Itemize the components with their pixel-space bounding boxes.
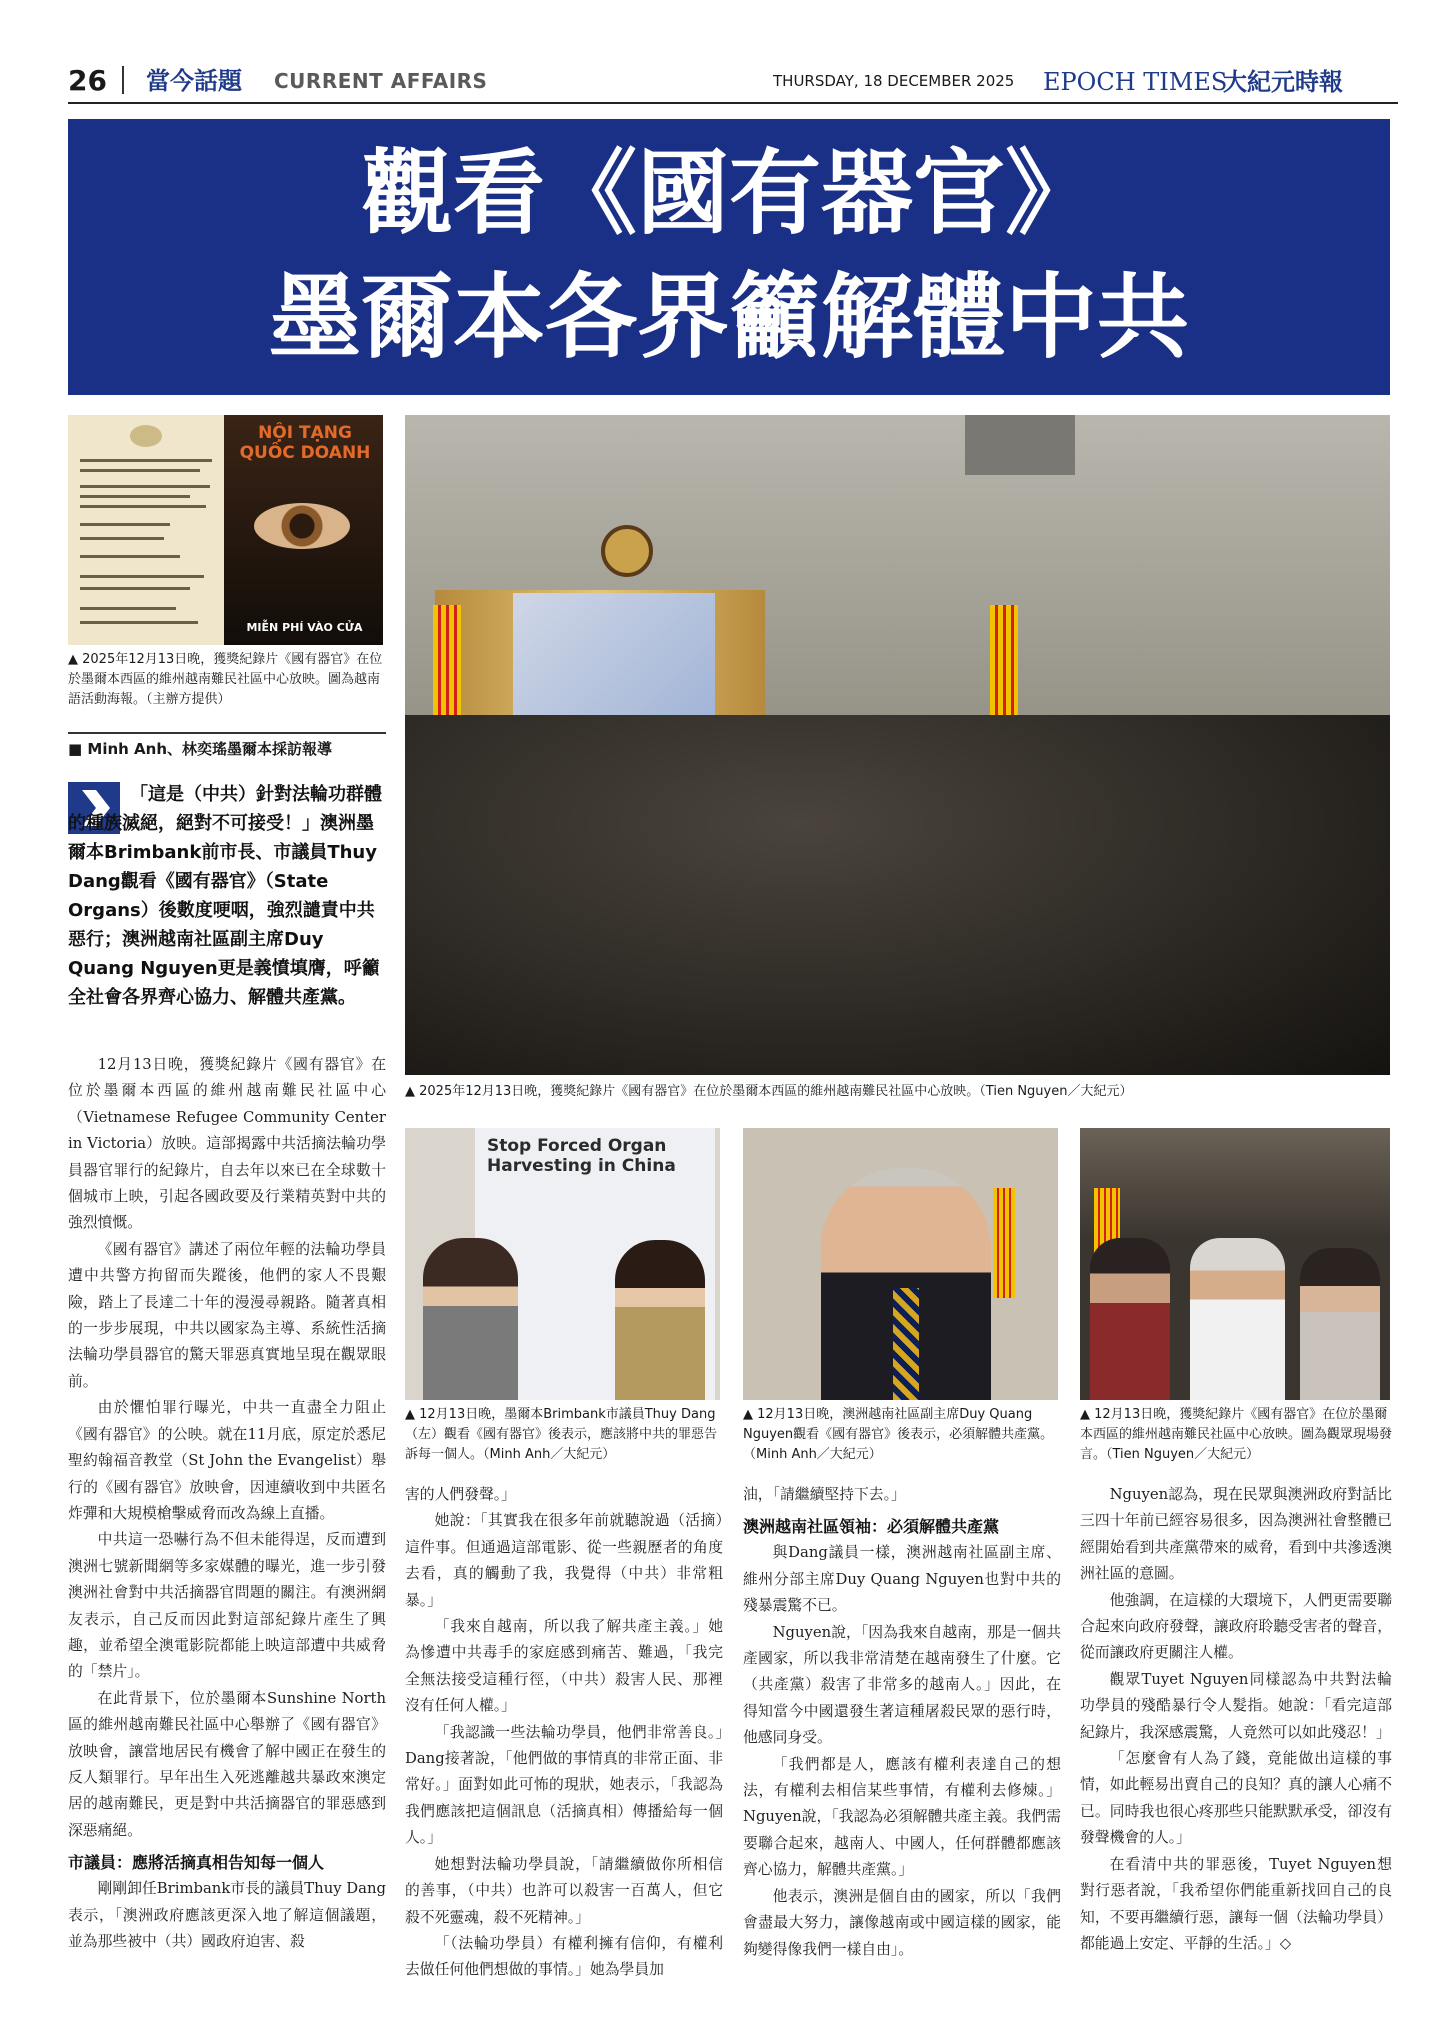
body-paragraph: 「怎麼會有人為了錢，竟能做出這樣的事情，如此輕易出賣自己的良知？真的讓人心痛不已。同時我也很心疼那些只能默默承受，卻沒有發聲機會的人。」 xyxy=(1080,1750,1392,1847)
article-column-1 xyxy=(68,1052,386,1955)
air-conditioner xyxy=(965,415,1075,475)
hall-background xyxy=(1080,1128,1390,1238)
photo4-caption: ▲ 12月13日晚，獲獎紀錄片《國有器官》在位於墨爾本西區的維州越南難民社區中心放映。圖為觀眾現場發言。（Tien Nguyen／大紀元） xyxy=(1080,1407,1393,1462)
body-paragraph: 「我認識一些法輪功學員，他們非常善良。」Dang接著說，「他們做的事情真的非常正面、非常好。」面對如此可怖的現狀，她表示，「我認為我們應該把這個訊息（活摘真相）傳播給每一個人。」 xyxy=(405,1723,723,1847)
thuy-dang-photo xyxy=(405,1128,720,1400)
body-paragraph: 與Dang議員一樣，澳洲越南社區副主席、維州分部主席Duy Quang Nguyen也對中共的殘暴震驚不已。 xyxy=(743,1544,1061,1615)
body-paragraph: 《國有器官》講述了兩位年輕的法輪功學員遭中共警方拘留而失蹤後，他們的家人不畏艱險，踏上了長達二十年的漫漫尋親路。隨著真相的一步步展現，中共以國家為主導、系統性活摘法輪功學員器官的驚天罪惡真實地呈現在觀眾眼前。 xyxy=(68,1240,386,1390)
lead-paragraph xyxy=(68,780,386,1012)
issue-date: THURSDAY, 18 DECEMBER 2025 xyxy=(773,72,1015,90)
body-paragraph: 他表示，澳洲是個自由的國家，所以「我們會盡最大努力，讓像越南或中國這樣的國家，能夠變得像我們一樣自由」。 xyxy=(743,1887,1061,1958)
event-poster-image xyxy=(68,415,383,645)
header-divider xyxy=(122,66,124,94)
person-left xyxy=(423,1238,518,1400)
page-number: 26 xyxy=(68,64,107,97)
speaker xyxy=(1190,1238,1285,1400)
flag xyxy=(993,1188,1015,1298)
byline: ■ Minh Anh、林奕瑤墨爾本採訪報導 xyxy=(68,732,386,760)
striped-tie xyxy=(893,1288,919,1400)
banner-text: Stop Forced Organ Harvesting in China xyxy=(487,1136,676,1176)
wall-clock xyxy=(601,525,653,577)
masthead-cn: 大紀元時報 xyxy=(1223,67,1343,96)
body-paragraph: 在此背景下，位於墨爾本Sunshine North區的維州越南難民社區中心舉辦了《國有器官》放映會，讓當地居民有機會了解中國正在發生的反人類罪行。早年出生入死逃離越共暴政來澳定居的越南難民，更是對中共活摘器官的罪惡感到深惡痛絕。 xyxy=(68,1689,386,1839)
audience-speaking-photo xyxy=(1080,1128,1390,1400)
body-paragraph: 「（法輪功學員）有權利擁有信仰，有權利去做任何他們想做的事情。」她為學員加 xyxy=(405,1934,723,1979)
body-paragraph: 害的人們發聲。」 xyxy=(405,1486,516,1503)
lead-text: 「這是（中共）針對法輪功群體的種族滅絕，絕對不可接受！」澳洲墨爾本Brimbank前市長、市議員Thuy Dang觀看《國有器官》（State Organs）後數度哽咽，強烈譴責中共惡行；澳洲越南社區副主席Duy Quang Nguyen更是義憤填膺，呼籲全社會各界齊心協力、解體共產黨。 xyxy=(68,784,382,1008)
headline-banner xyxy=(68,119,1390,395)
body-paragraph: 她說：「其實我在很多年前就聽說過（活摘）這件事。但通過這部電影、從一些親歷者的角度去看，真的觸動了我，我覺得（中共）非常粗暴。」 xyxy=(405,1512,723,1609)
main-photo-caption: ▲ 2025年12月13日晚，獲獎紀錄片《國有器官》在位於墨爾本西區的維州越南難民社區中心放映。（Tien Nguyen／大紀元） xyxy=(405,1084,1133,1099)
body-paragraph: 她想對法輪功學員說，「請繼續做你所相信的善事，（中共）也許可以殺害一百萬人，但它殺不死靈魂，殺不死精神。」 xyxy=(405,1855,723,1926)
duy-quang-nguyen-photo xyxy=(743,1128,1058,1400)
article-column-3 xyxy=(743,1482,1061,1963)
poster-caption: ▲ 2025年12月13日晚，獲獎紀錄片《國有器官》在位於墨爾本西區的維州越南難民社區中心放映。圖為越南語活動海報。（主辦方提供） xyxy=(68,652,383,707)
headline-line-2: 墨爾本各界籲解體中共 xyxy=(268,263,1189,371)
body-paragraph: Nguyen說，「因為我來自越南，那是一個共產國家，所以我非常清楚在越南發生了什麼。它（共產黨）殺害了非常多的越南人。」因此，在得知當今中國還發生著這種屠殺民眾的惡行時，他感同身受。 xyxy=(743,1623,1061,1747)
body-paragraph: 中共這一恐嚇行為不但未能得逞，反而遭到澳洲七號新聞網等多家媒體的曝光，進一步引發澳洲社會對中共活摘器官問題的關注。有澳洲網友表示，自己反而因此對這部紀錄片產生了興趣，並希望全澳電影院都能上映這部遭中共威脅的「禁片」。 xyxy=(68,1531,386,1681)
poster-info-panel xyxy=(68,415,224,645)
screening-hall-photo xyxy=(405,415,1390,1075)
page-header xyxy=(68,62,1398,104)
award-seal xyxy=(130,425,162,447)
article-column-4 xyxy=(1080,1482,1392,1957)
poster-title: NỘI TẠNG QUỐC DOANH xyxy=(239,423,371,463)
body-paragraph: 由於懼怕罪行曝光，中共一直盡全力阻止《國有器官》的公映。就在11月底，原定於悉尼聖約翰福音教堂（St John the Evangelist）舉行的《國有器官》放映會，因連續收到中共匿名炸彈和大規模槍擊威脅而改為線上直播。 xyxy=(68,1399,386,1522)
body-paragraph: 在看清中共的罪惡後，Tuyet Nguyen想對行惡者說，「我希望你們能重新找回自己的良知，不要再繼續行惡，讓每一個（法輪功學員）都能過上安定、平靜的生活。」◇ xyxy=(1080,1855,1392,1952)
seated-woman xyxy=(1300,1248,1380,1400)
body-paragraph: 剛剛卸任Brimbank市長的議員Thuy Dang表示，「澳洲政府應該更深入地了解這個議題，並為那些被中（共）國政府迫害、殺 xyxy=(68,1880,386,1950)
article-column-2 xyxy=(405,1482,723,1984)
body-paragraph: 12月13日晚，獲獎紀錄片《國有器官》在位於墨爾本西區的維州越南難民社區中心（Vietnamese Refugee Community Center in Victoria）放映。這部揭露中共活摘法輪功學員器官罪行的紀錄片，自去年以來已在全球數十個城市上映，引起各國政要及行業精英對中共的強烈憤慨。 xyxy=(68,1056,386,1232)
photo2-caption: ▲ 12月13日晚，墨爾本Brimbank市議員Thuy Dang（左）觀看《國有器官》後表示，應該將中共的罪惡告訴每一個人。（Minh Anh／大紀元） xyxy=(405,1407,718,1462)
poster-free-entry: MIỄN PHÍ VÀO CỬA xyxy=(246,621,363,634)
audience xyxy=(405,715,1390,1075)
person-right xyxy=(615,1240,705,1400)
body-paragraph: 觀眾Tuyet Nguyen同樣認為中共對法輪功學員的殘酷暴行令人髮指。她說：「看完這部紀錄片，我深感震驚，人竟然可以如此殘忍！」 xyxy=(1080,1670,1392,1741)
photo3-caption: ▲ 12月13日晚，澳洲越南社區副主席Duy Quang Nguyen觀看《國有器官》後表示，必須解體共產黨。（Minh Anh／大紀元） xyxy=(743,1407,1054,1462)
body-paragraph: Nguyen認為，現在民眾與澳洲政府對話比三四十年前已經容易很多，因為澳洲社會整體已經開始看到共產黨帶來的威脅，看到中共滲透澳洲社區的意圖。 xyxy=(1080,1486,1392,1583)
body-paragraph: 他強調，在這樣的大環境下，人們更需要聯合起來向政府發聲，讓政府聆聽受害者的聲音，從而讓政府更關注人權。 xyxy=(1080,1591,1392,1662)
body-paragraph: 油，「請繼續堅持下去。」 xyxy=(743,1486,906,1503)
headline-line-1: 觀看《國有器官》 xyxy=(360,139,1097,247)
seated-man xyxy=(1090,1238,1170,1400)
poster-art-panel xyxy=(224,415,383,645)
subheading: 澳洲越南社區領袖：必須解體共產黨 xyxy=(743,1517,1000,1537)
body-paragraph: 「我來自越南，所以我了解共產主義。」她為慘遭中共毒手的家庭感到痛苦、難過，「我完全無法接受這種行徑，（中共）殺害人民、那裡沒有任何人權。」 xyxy=(405,1618,723,1715)
masthead-en: EPOCH TIMES xyxy=(1043,68,1228,96)
eye-graphic xyxy=(254,503,350,549)
body-paragraph: 「我們都是人，應該有權利表達自己的想法，有權利去相信某些事情，有權利去修煉。」Nguyen說，「我認為必須解體共產主義。我們需要聯合起來，越南人、中國人，任何群體都應該齊心協力，解體共產黨。」 xyxy=(743,1755,1061,1879)
section-name-cn: 當今話題 xyxy=(146,67,242,95)
section-name-en: CURRENT AFFAIRS xyxy=(274,69,488,93)
subheading: 市議員：應將活摘真相告知每一個人 xyxy=(68,1853,325,1873)
